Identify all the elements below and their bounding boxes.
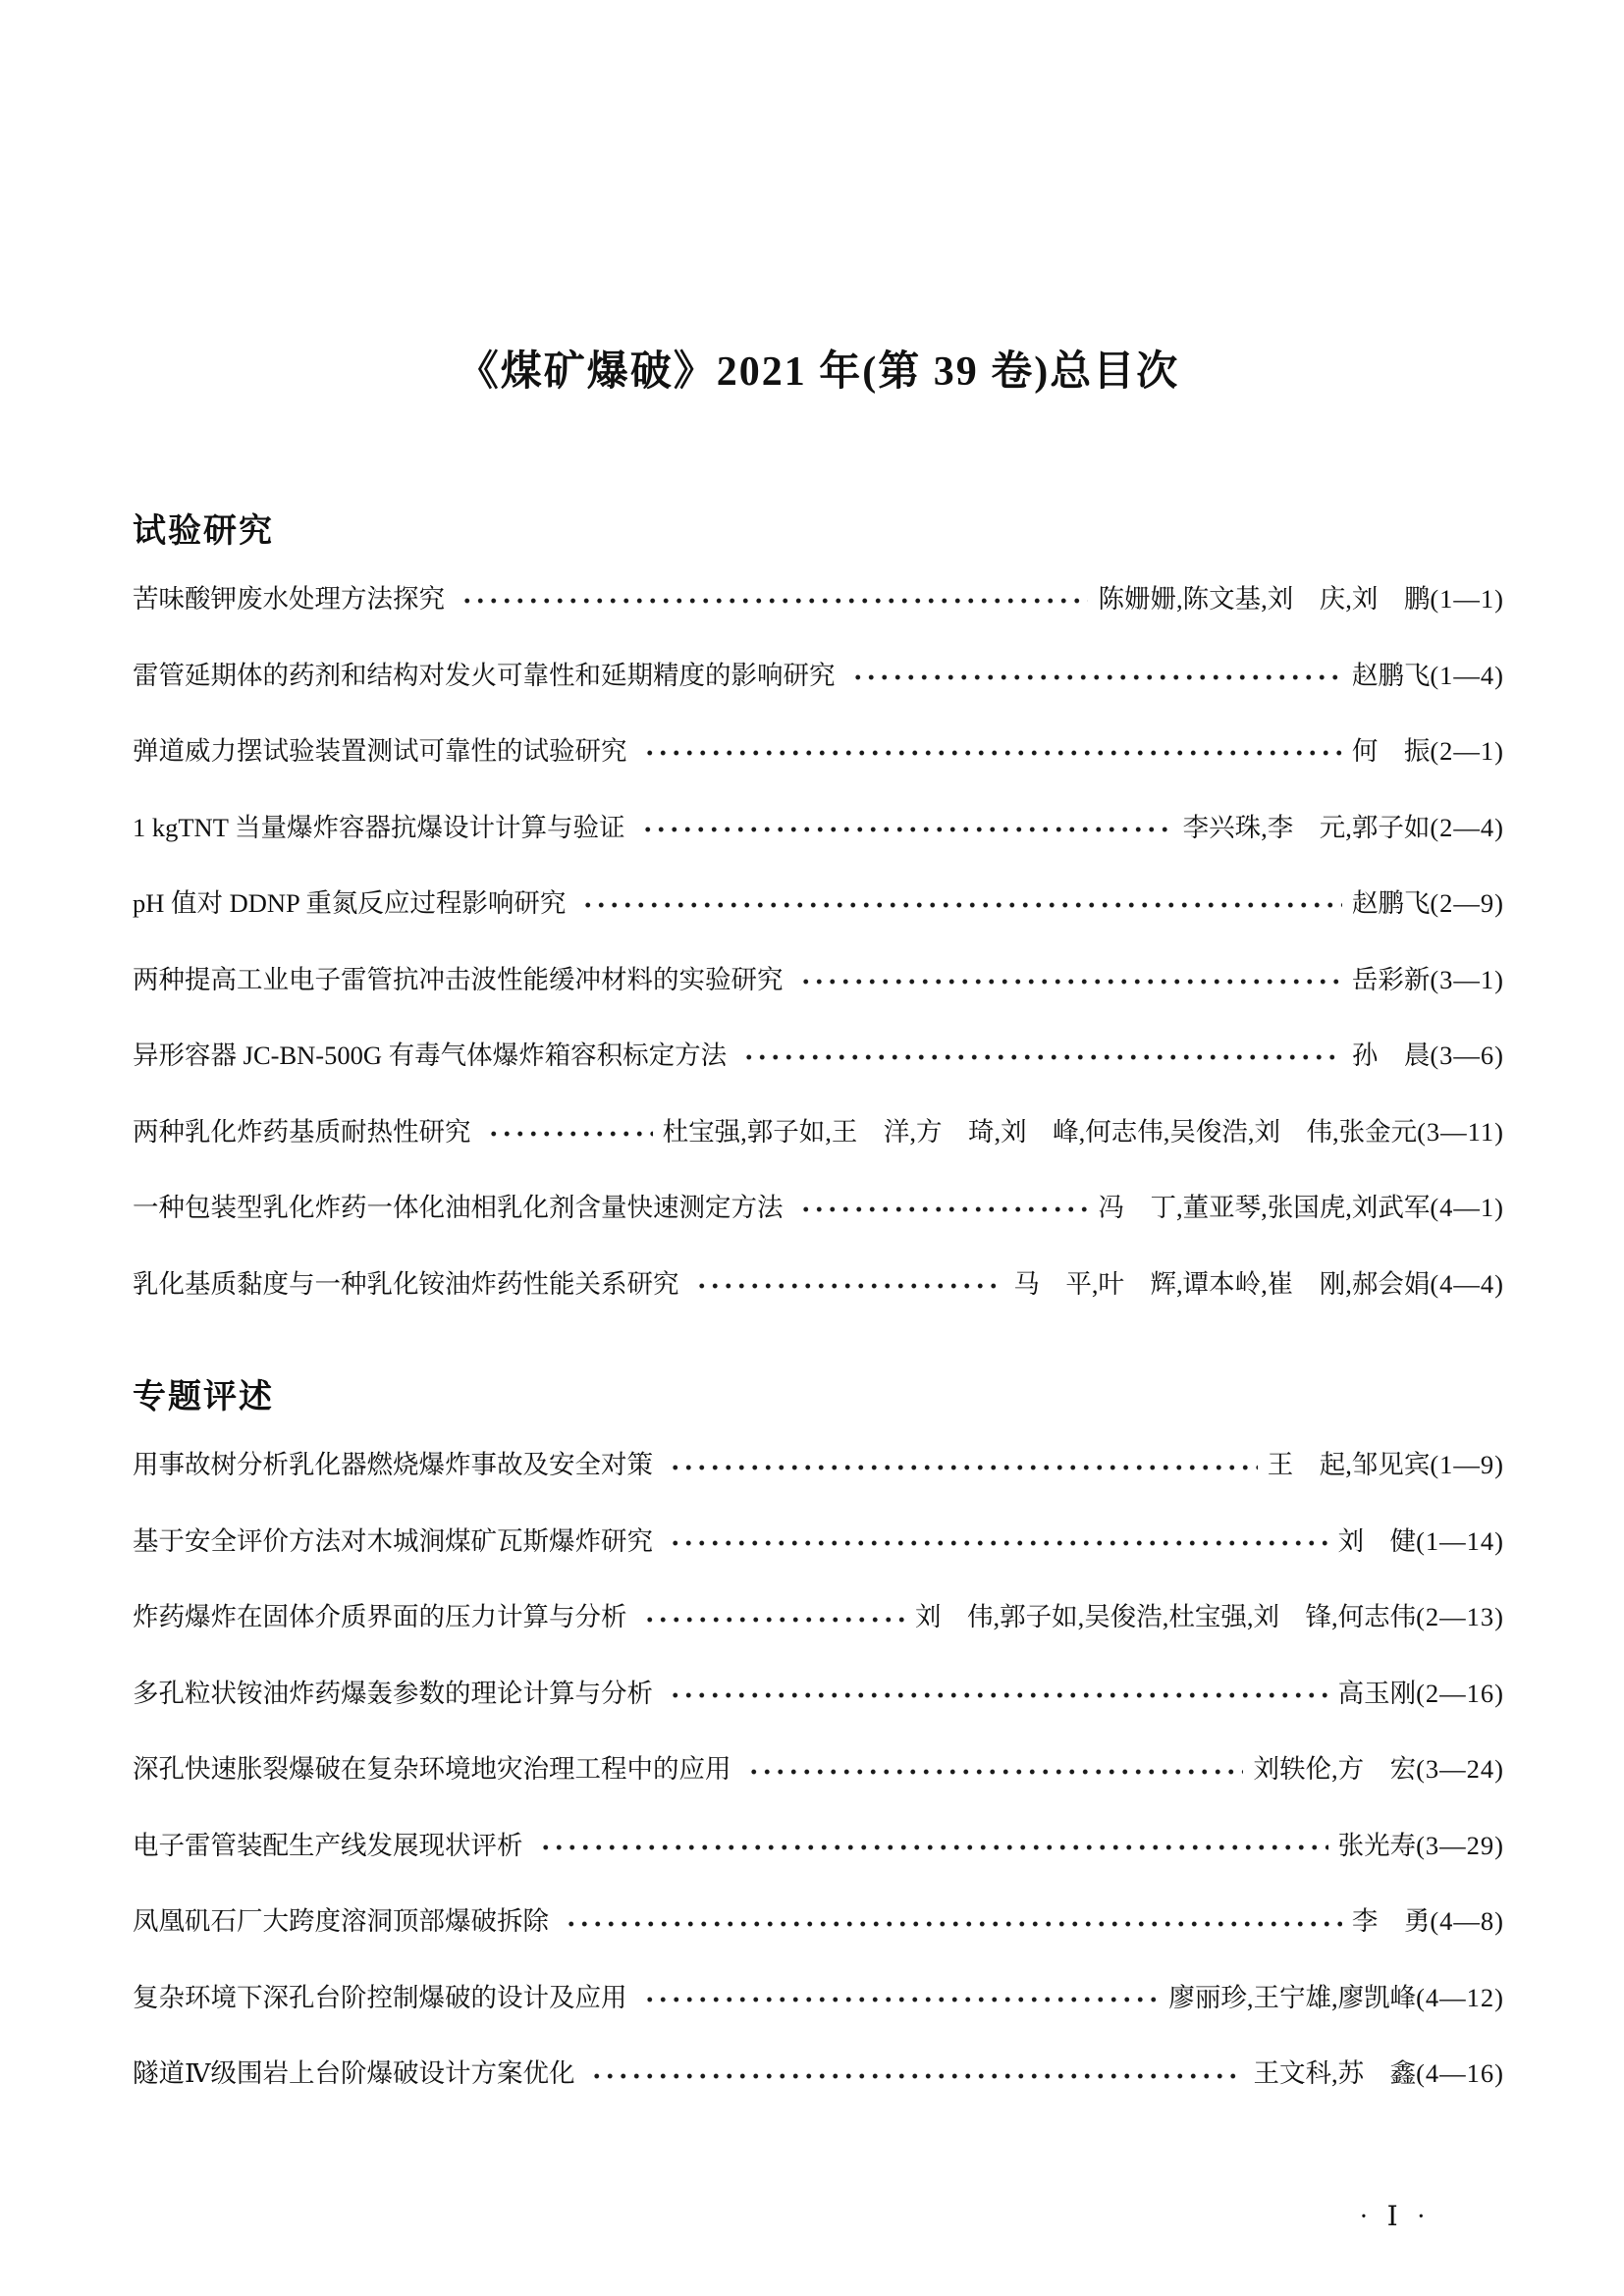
dot-leader <box>639 789 1173 866</box>
entry-ref: (1—1) <box>1430 584 1504 614</box>
entry-ref: (4—16) <box>1416 2058 1504 2089</box>
entry-ref: (3—29) <box>1416 1830 1504 1860</box>
entry-ref: (1—9) <box>1430 1450 1504 1480</box>
entry-ref: (4—4) <box>1430 1268 1504 1299</box>
entry-authors: 赵鹏飞 <box>1351 888 1431 919</box>
page-number: · Ⅰ · <box>1359 2202 1432 2232</box>
entry-authors: 张光寿 <box>1337 1830 1417 1860</box>
dot-leader <box>588 2036 1243 2112</box>
dot-leader <box>563 1884 1342 1960</box>
dot-leader <box>667 1504 1328 1580</box>
toc-entry-row <box>133 1246 1504 1322</box>
entry-title: 乳化基质黏度与一种乳化铵油炸药性能关系研究 <box>133 1268 679 1299</box>
toc-entry-row <box>133 1018 1504 1095</box>
entry-authors-ref <box>1268 1449 1504 1481</box>
dot-leader <box>740 1018 1342 1095</box>
entry-title: 异形容器 JC-BN-500G 有毒气体爆炸箱容积标定方法 <box>133 1041 728 1071</box>
entry-authors: 岳彩新 <box>1351 964 1431 994</box>
entry-ref: (3—6) <box>1430 1041 1504 1071</box>
toc-entry-row <box>133 1427 1504 1504</box>
dot-leader <box>579 866 1341 942</box>
entry-authors-ref <box>663 1116 1504 1148</box>
toc-entry-row <box>133 2036 1504 2112</box>
toc-entry-row <box>133 1170 1504 1247</box>
toc-entry-row <box>133 714 1504 790</box>
entry-authors-ref <box>1352 887 1504 920</box>
entry-authors-ref <box>1253 2057 1504 2090</box>
dot-leader <box>797 1170 1089 1247</box>
toc-entry-row <box>133 1884 1504 1960</box>
entry-ref: (3—24) <box>1416 1754 1504 1785</box>
dot-leader <box>641 1960 1160 2037</box>
entry-authors-ref <box>1253 1753 1504 1786</box>
toc-entry-row <box>133 1094 1504 1170</box>
entry-ref: (4—8) <box>1430 1906 1504 1937</box>
entry-title: 1 kgTNT 当量爆炸容器抗爆设计计算与验证 <box>133 812 625 842</box>
dot-leader <box>693 1246 1004 1322</box>
entry-authors-ref <box>1098 583 1504 615</box>
toc-entry-row <box>133 1656 1504 1733</box>
dot-leader <box>485 1094 653 1170</box>
toc-entry-row <box>133 1579 1504 1656</box>
entry-title: 一种包装型乳化炸药一体化油相乳化剂含量快速测定方法 <box>133 1193 784 1223</box>
dot-leader <box>537 1808 1328 1885</box>
entry-title: 雷管延期体的药剂和结构对发火可靠性和延期精度的影响研究 <box>133 660 836 690</box>
entry-ref: (3—11) <box>1417 1116 1504 1147</box>
entry-authors: 陈姗姗,陈文基,刘 庆,刘 鹏 <box>1098 584 1431 614</box>
entry-authors-ref <box>915 1601 1504 1633</box>
entry-ref: (4—1) <box>1430 1193 1504 1223</box>
dot-leader <box>667 1427 1258 1504</box>
dot-leader <box>459 561 1088 638</box>
toc-entry-row <box>133 561 1504 638</box>
toc-entry-row <box>133 866 1504 942</box>
toc-entry-row <box>133 1504 1504 1580</box>
entry-authors: 刘轶伦,方 宏 <box>1253 1754 1417 1785</box>
entry-list <box>133 561 1504 1322</box>
entry-ref: (2—1) <box>1430 736 1504 767</box>
entry-authors: 孙 晨 <box>1351 1041 1431 1071</box>
toc-section <box>133 1379 1504 2112</box>
entry-authors: 刘 伟,郭子如,吴俊浩,杜宝强,刘 锋,何志伟 <box>914 1602 1417 1632</box>
entry-authors-ref <box>1098 1192 1504 1224</box>
dot-leader <box>745 1732 1244 1808</box>
entry-title: pH 值对 DDNP 重氮反应过程影响研究 <box>133 888 567 919</box>
section-heading: 专题评述 <box>133 1377 274 1415</box>
entry-title: 多孔粒状铵油炸药爆轰参数的理论计算与分析 <box>133 1678 653 1708</box>
entry-authors: 刘 健 <box>1337 1525 1417 1556</box>
entry-authors-ref <box>1338 1830 1504 1862</box>
toc <box>133 513 1504 2112</box>
entry-authors: 王文科,苏 鑫 <box>1253 2058 1417 2089</box>
entry-title: 凤凰矶石厂大跨度溶洞顶部爆破拆除 <box>133 1906 549 1937</box>
entry-authors-ref <box>1183 812 1504 844</box>
entry-authors: 冯 丁,董亚琴,张国虎,刘武军 <box>1098 1193 1431 1223</box>
entry-authors-ref <box>1352 660 1504 692</box>
entry-authors-ref <box>1352 964 1504 996</box>
entry-ref: (2—4) <box>1430 812 1504 842</box>
page-title: 《煤矿爆破》2021 年(第 39 卷)总目次 <box>457 349 1180 396</box>
entry-title: 炸药爆炸在固体介质界面的压力计算与分析 <box>133 1602 627 1632</box>
entry-authors-ref <box>1338 1525 1504 1558</box>
entry-authors: 李 勇 <box>1351 1906 1431 1937</box>
entry-ref: (3—1) <box>1430 964 1504 994</box>
entry-title: 弹道威力摆试验装置测试可靠性的试验研究 <box>133 736 627 767</box>
toc-entry-row <box>133 941 1504 1018</box>
entry-authors-ref <box>1352 1040 1504 1072</box>
entry-title: 用事故树分析乳化器燃烧爆炸事故及安全对策 <box>133 1450 653 1480</box>
dot-leader <box>641 1579 905 1656</box>
toc-entry-row <box>133 1732 1504 1808</box>
dot-leader <box>849 637 1342 714</box>
entry-authors-ref <box>1168 1982 1504 2014</box>
entry-ref: (1—14) <box>1416 1525 1504 1556</box>
entry-ref: (2—13) <box>1416 1602 1504 1632</box>
entry-authors: 李兴珠,李 元,郭子如 <box>1182 812 1431 842</box>
entry-authors: 马 平,叶 辉,谭本岭,崔 刚,郝会娟 <box>1013 1268 1431 1299</box>
entry-title: 苦味酸钾废水处理方法探究 <box>133 584 445 614</box>
entry-authors-ref <box>1013 1268 1504 1301</box>
entry-title: 两种提高工业电子雷管抗冲击波性能缓冲材料的实验研究 <box>133 964 784 994</box>
entry-title: 电子雷管装配生产线发展现状评析 <box>133 1830 523 1860</box>
entry-authors-ref <box>1352 735 1504 768</box>
toc-entry-row <box>133 1808 1504 1885</box>
entry-title: 隧道Ⅳ级围岩上台阶爆破设计方案优化 <box>133 2058 575 2089</box>
entry-ref: (2—9) <box>1430 888 1504 919</box>
entry-title: 复杂环境下深孔台阶控制爆破的设计及应用 <box>133 1982 627 2012</box>
dot-leader <box>667 1656 1328 1733</box>
entry-title: 两种乳化炸药基质耐热性研究 <box>133 1116 471 1147</box>
toc-entry-row <box>133 1960 1504 2037</box>
toc-entry-row <box>133 637 1504 714</box>
dot-leader <box>641 714 1342 790</box>
entry-title: 深孔快速胀裂爆破在复杂环境地灾治理工程中的应用 <box>133 1754 731 1785</box>
entry-ref: (4—12) <box>1416 1982 1504 2012</box>
entry-ref: (2—16) <box>1416 1678 1504 1708</box>
entry-authors: 赵鹏飞 <box>1351 660 1431 690</box>
entry-authors: 王 起,邹见宾 <box>1267 1450 1431 1480</box>
entry-authors: 高玉刚 <box>1337 1678 1417 1708</box>
toc-section <box>133 513 1504 1322</box>
entry-authors-ref <box>1352 1905 1504 1938</box>
entry-authors: 杜宝强,郭子如,王 洋,方 琦,刘 峰,何志伟,吴俊浩,刘 伟,张金元 <box>662 1116 1418 1147</box>
entry-list <box>133 1427 1504 2112</box>
entry-authors: 廖丽珍,王宁雄,廖凯峰 <box>1168 1982 1417 2012</box>
entry-title: 基于安全评价方法对木城涧煤矿瓦斯爆炸研究 <box>133 1525 653 1556</box>
dot-leader <box>797 941 1342 1018</box>
toc-entry-row <box>133 789 1504 866</box>
entry-ref: (1—4) <box>1430 660 1504 690</box>
toc-content <box>0 27 1624 2112</box>
entry-authors: 何 振 <box>1351 736 1431 767</box>
entry-authors-ref <box>1338 1678 1504 1710</box>
section-heading: 试验研究 <box>133 511 274 550</box>
